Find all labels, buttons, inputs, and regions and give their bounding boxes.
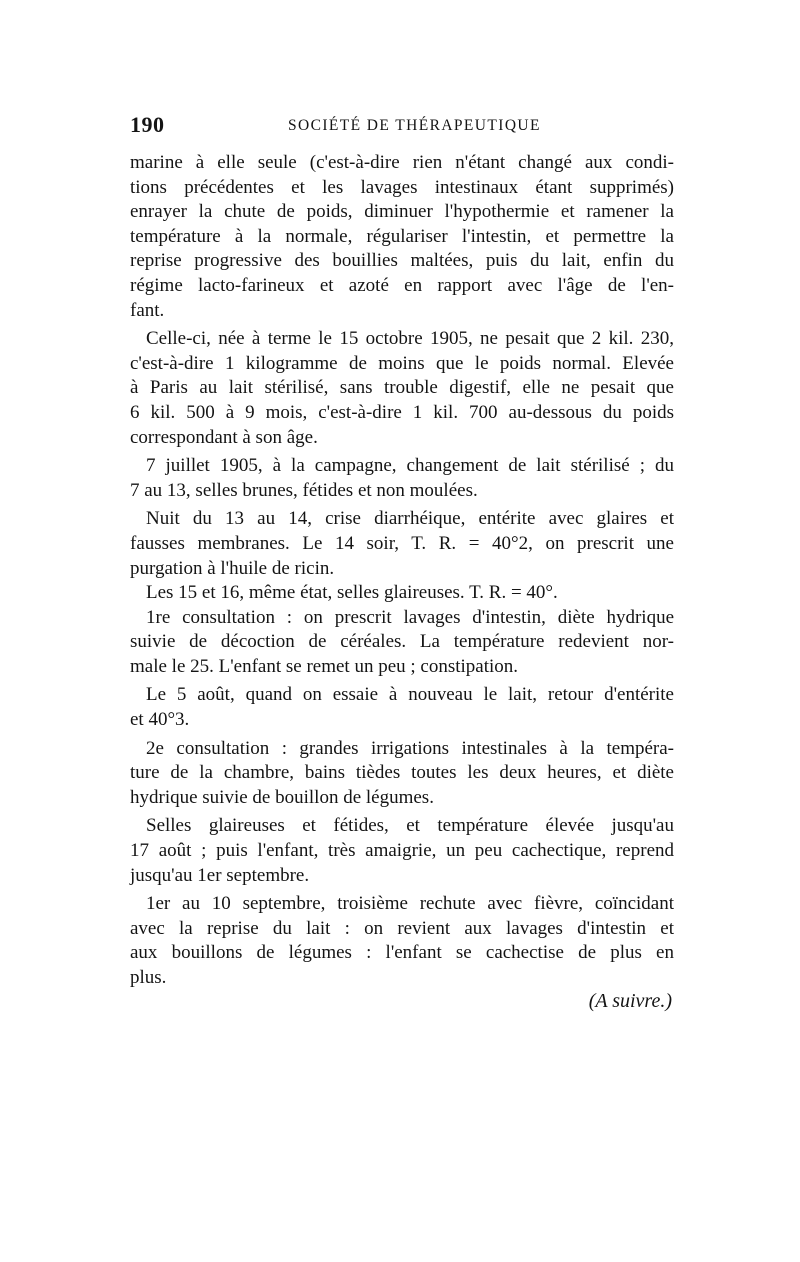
text-line: Celle-ci, née à terme le 15 octobre 1905, ne pesait que 2 kil. 230, xyxy=(146,328,674,350)
text-line: aux bouillons de légumes : l'enfant se cachectise de plus en xyxy=(130,942,674,964)
text-line: 7 juillet 1905, à la campagne, changement de lait stérilisé ; du xyxy=(146,455,674,477)
text-line: 1er au 10 septembre, troisième rechute avec fièvre, coïncidant xyxy=(146,893,674,915)
text-line: à Paris au lait stérilisé, sans trouble digestif, elle ne pesait que xyxy=(130,377,674,399)
text-line: Selles glaireuses et fétides, et température élevée jusqu'au xyxy=(146,815,674,837)
text-line: régime lacto-farineux et azoté en rapport avec l'âge de l'en- xyxy=(130,274,674,296)
text-line: fant. xyxy=(130,299,165,321)
text-line: 1re consultation : on prescrit lavages d'intestin, diète hydrique xyxy=(146,606,674,628)
text-line: reprise progressive des bouillies maltées, puis du lait, enfin du xyxy=(130,250,674,272)
text-line: tions précédentes et les lavages intestinaux étant supprimés) xyxy=(130,176,674,198)
text-line: et 40°3. xyxy=(130,709,190,731)
page-number: 190 xyxy=(130,112,165,137)
text-line: purgation à l'huile de ricin. xyxy=(130,557,335,579)
text-line: Nuit du 13 au 14, crise diarrhéique, entérite avec glaires et xyxy=(146,508,674,530)
text-line: male le 25. L'enfant se remet un peu ; constipation. xyxy=(130,655,519,677)
text-line: marine à elle seule (c'est-à-dire rien n'étant changé aux condi- xyxy=(130,152,674,173)
text-line: c'est-à-dire 1 kilogramme de moins que le poids normal. Elevée xyxy=(130,352,674,374)
text-line: 2e consultation : grandes irrigations intestinales à la tempéra- xyxy=(146,737,674,759)
text-line: hydrique suivie de bouillon de légumes. xyxy=(130,786,434,808)
text-line: suivie de décoction de céréales. La température redevient nor- xyxy=(130,631,674,653)
text-line: jusqu'au 1er septembre. xyxy=(130,864,310,886)
text-line: correspondant à son âge. xyxy=(130,426,318,448)
text-line: enrayer la chute de poids, diminuer l'hypothermie et ramener la xyxy=(130,201,674,223)
text-line: 17 août ; puis l'enfant, très amaigrie, un peu cachectique, reprend xyxy=(130,840,674,862)
text-line: fausses membranes. Le 14 soir, T. R. = 40°2, on prescrit une xyxy=(130,532,674,554)
running-title: SOCIÉTÉ DE THÉRAPEUTIQUE xyxy=(288,117,541,134)
text-line: plus. xyxy=(130,967,167,988)
text-line: ture de la chambre, bains tièdes toutes les deux heures, et diète xyxy=(130,762,674,784)
text-line: avec la reprise du lait : on revient aux lavages d'intestin et xyxy=(130,917,674,939)
text-line: Les 15 et 16, même état, selles glaireuses. T. R. = 40°. xyxy=(146,582,558,604)
text-line: température à la normale, régulariser l'intestin, et permettre la xyxy=(130,225,674,247)
text-line: 7 au 13, selles brunes, fétides et non moulées. xyxy=(130,479,478,501)
to-be-continued-note: (A suivre.) xyxy=(588,990,672,1012)
running-head xyxy=(130,112,674,142)
text-line: 6 kil. 500 à 9 mois, c'est-à-dire 1 kil. 700 au-dessous du poids xyxy=(130,401,674,423)
body-text xyxy=(130,151,674,991)
text-line: Le 5 août, quand on essaie à nouveau le lait, retour d'entérite xyxy=(146,684,674,706)
